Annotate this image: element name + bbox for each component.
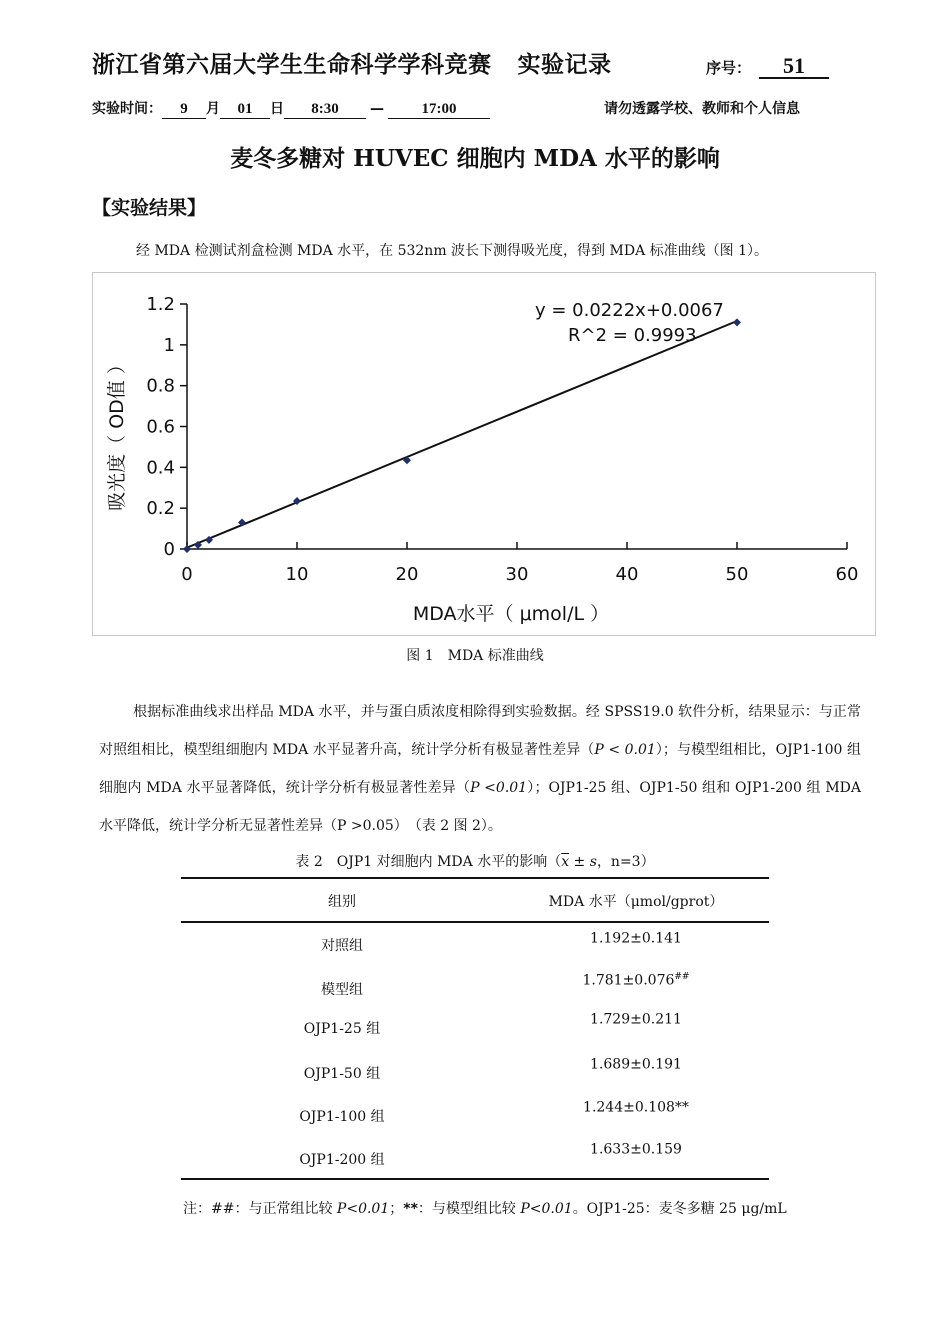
table-caption-suffix: ，n=3） <box>596 854 655 870</box>
table-top-rule <box>181 877 769 879</box>
time-day-unit: 日 <box>270 101 284 117</box>
x-tick-label: 40 <box>615 564 639 585</box>
table-cell-value <box>503 1011 769 1028</box>
table-cell-group: 对照组 <box>321 938 363 954</box>
figure-caption: 图 1 MDA 标准曲线 <box>406 648 544 664</box>
table-caption <box>0 851 950 871</box>
table-cell-group: OJP1-50 组 <box>303 1066 381 1082</box>
table-cell-value <box>503 1141 769 1158</box>
serial-number <box>706 55 829 79</box>
table-cell-value <box>503 930 769 947</box>
table-cell-value-text: 1.244±0.108** <box>583 1099 689 1116</box>
time-dash: — <box>370 101 384 117</box>
document-title: 麦冬多糖对 HUVEC 细胞内 MDA 水平的影响 <box>230 145 720 172</box>
footnote-part1: 注：##：与正常组比较 <box>183 1201 337 1217</box>
table-cell-value-text: 1.192±0.141 <box>590 930 682 947</box>
title-right: 实验记录 <box>517 52 612 78</box>
time-end: 17:00 <box>388 101 490 119</box>
y-tick-label: 0.6 <box>146 416 175 438</box>
y-axis-label: 吸光度（ OD值 ） <box>106 355 128 511</box>
data-point <box>733 318 741 326</box>
table-cell-value-text: 1.781±0.076 <box>582 972 675 989</box>
table-cell-value <box>503 1056 769 1073</box>
x-tick-label: 60 <box>835 564 859 585</box>
y-tick-label: 0.2 <box>146 498 175 520</box>
time-start: 8:30 <box>284 101 366 119</box>
table-header-rule <box>181 921 769 923</box>
x-tick-label: 50 <box>725 564 749 585</box>
r-squared: R^2 = 0.9993 <box>568 325 697 346</box>
y-tick-label: 0.4 <box>146 457 175 479</box>
table-cell-value-text: 1.689±0.191 <box>590 1056 682 1073</box>
table-caption-xbar: $\overline{x}$ <box>561 854 570 870</box>
section-heading: 【实验结果】 <box>92 197 207 219</box>
competition-title <box>92 46 612 79</box>
footnote-part3: ：与模型组比较 <box>417 1201 521 1217</box>
experiment-time <box>92 98 490 119</box>
table-cell-value <box>503 972 769 989</box>
table-cell-group: OJP1-100 组 <box>299 1109 385 1125</box>
table-caption-prefix: 表 2 OJP1 对细胞内 MDA 水平的影响（ <box>295 854 562 870</box>
time-day: 01 <box>220 101 270 119</box>
x-tick-label: 0 <box>181 564 193 585</box>
table-cell-group: OJP1-25 组 <box>303 1021 381 1037</box>
table-header-group: 组别 <box>328 894 356 910</box>
paragraph-1: 经 MDA 检测试剂盒检测 MDA 水平，在 532nm 波长下测得吸光度，得到 MDA 标准曲线（图 1）。 <box>136 243 768 259</box>
serial-label: 序号： <box>706 59 752 77</box>
footnote-part2: ； <box>389 1201 404 1217</box>
stat-p2: P <0.01 <box>470 780 528 796</box>
table-footnote <box>183 1198 787 1218</box>
footnote-p1: P<0.01 <box>336 1201 390 1217</box>
paragraph-2-part1: 根据标准曲线求出样品 MDA 水平，并与蛋白质浓度相除得到实验数据。经 SPSS19.0 软件分析，结果显示：与正常对照组相比，模型组细胞内 MDA 水平显著升高，统计学分析有极显著性差异（ <box>99 704 861 758</box>
standard-curve-chart <box>93 273 875 635</box>
x-tick-label: 10 <box>285 564 309 585</box>
paragraph-2-part2: ）；与模型组相比，OJP1-100 组细胞内 MDA 水平显著降低，统计学分析有极显著性差异（ <box>99 742 861 796</box>
table-cell-group: OJP1-200 组 <box>299 1152 385 1168</box>
significance-mark: ## <box>674 972 690 982</box>
table-caption-pm: ± <box>569 854 590 870</box>
title-left: 浙江省第六届大学生生命科学学科竞赛 <box>92 52 492 78</box>
table-cell-value-text: 1.729±0.211 <box>590 1011 682 1028</box>
privacy-note: 请勿透露学校、教师和个人信息 <box>604 101 800 117</box>
y-tick-label: 0 <box>163 539 175 560</box>
x-tick-label: 20 <box>395 564 419 585</box>
table-cell-group: 模型组 <box>321 982 363 998</box>
x-axis-label: MDA水平（ μmol/L ） <box>412 603 610 625</box>
y-tick-label: 0.8 <box>146 375 175 397</box>
time-month-unit: 月 <box>206 101 220 117</box>
serial-value: 51 <box>759 55 829 79</box>
table-cell-value <box>503 1099 769 1116</box>
paragraph-2-part3: ）；OJP1-25 组、OJP1-50 组和 OJP1-200 组 MDA 水平降低，统计学分析无显著性差异（P >0.05） （表 2 图 2）。 <box>99 780 861 834</box>
table-cell-value-text: 1.633±0.159 <box>590 1141 682 1158</box>
y-tick-label: 1.2 <box>146 294 175 315</box>
time-label: 实验时间： <box>92 101 162 117</box>
figure-frame <box>92 272 876 636</box>
table-header-value: MDA 水平（μmol/gprot） <box>548 894 724 910</box>
footnote-p2: P<0.01 <box>520 1201 573 1217</box>
table-caption-s: s <box>589 854 597 870</box>
trend-equation: y = 0.0222x+0.0067 <box>535 300 724 321</box>
time-month: 9 <box>162 101 206 119</box>
trendline <box>187 321 737 548</box>
stat-p1: P < 0.01 <box>594 742 656 758</box>
y-tick-label: 1 <box>163 334 175 356</box>
x-tick-label: 30 <box>505 564 529 585</box>
footnote-stars: ** <box>403 1201 418 1217</box>
paragraph-2 <box>99 693 861 845</box>
footnote-part4: 。OJP1-25：麦冬多糖 25 μg/mL <box>572 1201 787 1217</box>
table-bottom-rule <box>181 1178 769 1180</box>
